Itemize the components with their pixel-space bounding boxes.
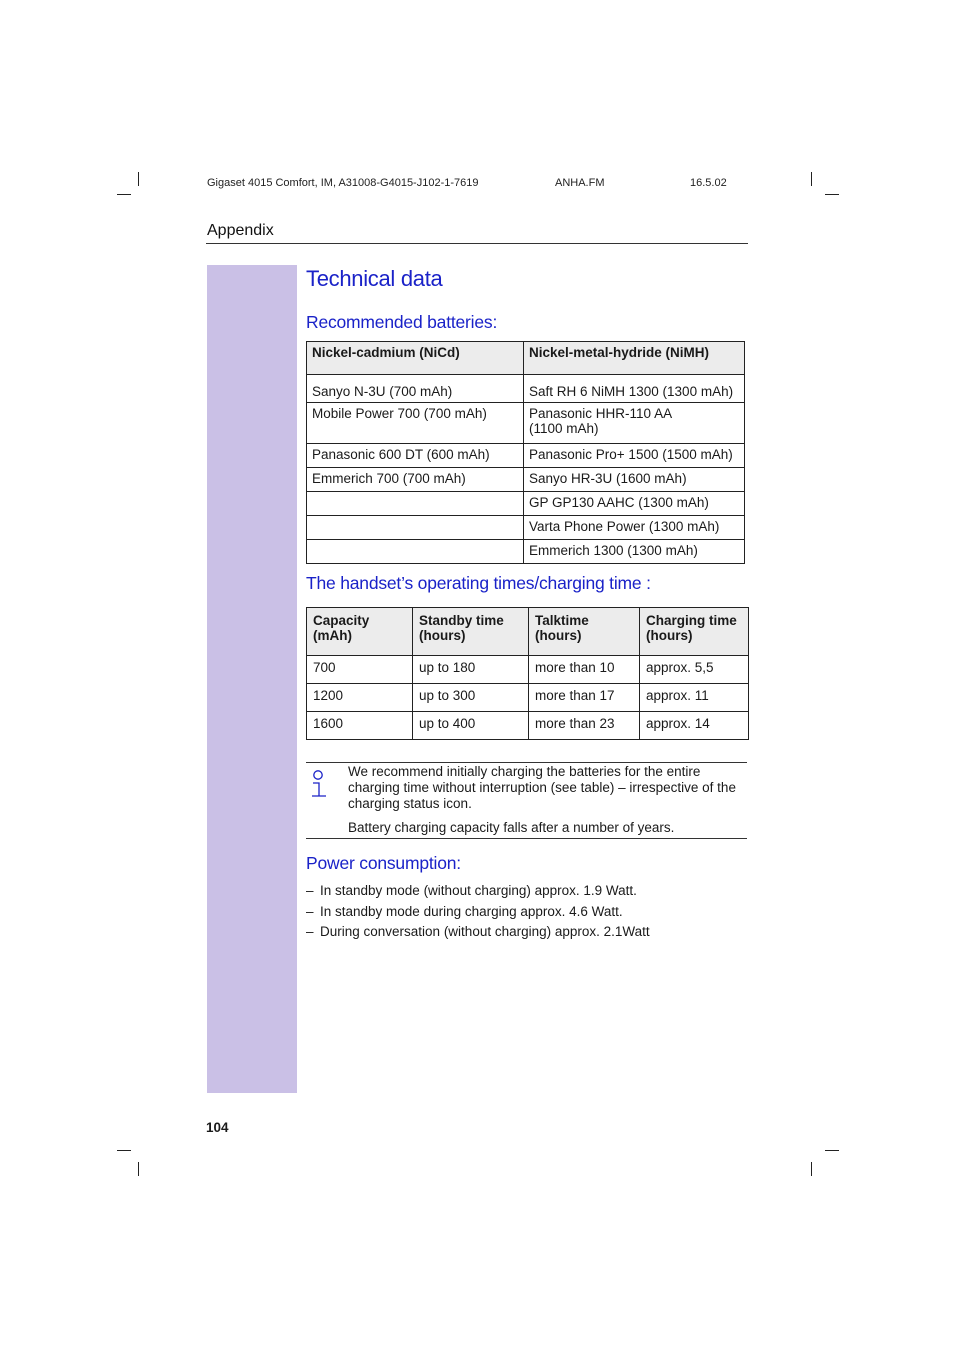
table-cell: Emmerich 1300 (1300 mAh)	[524, 540, 745, 564]
list-item-text: In standby mode during charging approx. 4.6 Watt.	[320, 904, 623, 919]
table-header-row	[307, 608, 749, 656]
header-doc-id: Gigaset 4015 Comfort, IM, A31008-G4015-J102-1-7619	[207, 177, 479, 189]
note-top-rule	[306, 762, 747, 763]
table-cell	[307, 516, 524, 540]
crop-mark	[138, 172, 139, 186]
operating-times-table	[306, 607, 749, 740]
table-row	[307, 684, 749, 712]
table-cell: more than 23	[529, 712, 640, 740]
page-title: Technical data	[306, 266, 443, 291]
table-cell: up to 400	[413, 712, 529, 740]
note-paragraph: Battery charging capacity falls after a number of years.	[348, 820, 675, 835]
margin-sidebar	[207, 265, 297, 1093]
section-divider	[206, 243, 748, 244]
crop-mark	[825, 1150, 839, 1151]
header-date: 16.5.02	[690, 177, 727, 189]
bullet-dash: –	[306, 883, 314, 898]
table-header-cell: Charging time (hours)	[640, 608, 749, 656]
table-cell: Panasonic Pro+ 1500 (1500 mAh)	[524, 444, 745, 468]
crop-mark	[811, 172, 812, 186]
header-file: ANHA.FM	[555, 177, 605, 189]
table-row	[307, 444, 745, 468]
table-row	[307, 492, 745, 516]
table-row	[307, 656, 749, 684]
crop-mark	[117, 194, 131, 195]
table-cell: 1200	[307, 684, 413, 712]
table-header-cell: Standby time (hours)	[413, 608, 529, 656]
table-cell: Saft RH 6 NiMH 1300 (1300 mAh)	[524, 375, 745, 403]
table-row	[307, 375, 745, 403]
list-item	[306, 904, 623, 919]
table-cell: more than 10	[529, 656, 640, 684]
table-header-row	[307, 342, 745, 375]
list-item	[306, 924, 650, 939]
power-heading: Power consumption:	[306, 853, 461, 873]
list-item-text: In standby mode (without charging) approx. 1.9 Watt.	[320, 883, 637, 898]
table-cell: Varta Phone Power (1300 mAh)	[524, 516, 745, 540]
table-cell: up to 300	[413, 684, 529, 712]
table-row	[307, 403, 745, 444]
table-row	[307, 540, 745, 564]
batteries-table	[306, 341, 745, 564]
crop-mark	[117, 1150, 131, 1151]
batteries-heading: Recommended batteries:	[306, 312, 498, 332]
table-cell: 1600	[307, 712, 413, 740]
table-cell: up to 180	[413, 656, 529, 684]
table-cell: more than 17	[529, 684, 640, 712]
crop-mark	[825, 194, 839, 195]
table-cell: approx. 14	[640, 712, 749, 740]
table-cell: Sanyo N-3U (700 mAh)	[307, 375, 524, 403]
table-cell: Mobile Power 700 (700 mAh)	[307, 403, 524, 444]
table-cell: Sanyo HR-3U (1600 mAh)	[524, 468, 745, 492]
table-header-cell: Talktime (hours)	[529, 608, 640, 656]
table-row	[307, 712, 749, 740]
table-cell: GP GP130 AAHC (1300 mAh)	[524, 492, 745, 516]
crop-mark	[811, 1162, 812, 1176]
note-bottom-rule	[306, 838, 747, 839]
info-icon	[309, 769, 329, 799]
table-cell	[307, 540, 524, 564]
table-cell: Panasonic HHR-110 AA (1100 mAh)	[524, 403, 745, 444]
list-item-text: During conversation (without charging) approx. 2.1Watt	[320, 924, 650, 939]
table-cell: 700	[307, 656, 413, 684]
note-paragraph: We recommend initially charging the batteries for the entire charging time without interruption (see table) – irrespective of the charging status icon.	[348, 764, 736, 811]
table-header-cell: Capacity (mAh)	[307, 608, 413, 656]
table-row	[307, 516, 745, 540]
list-item	[306, 883, 637, 898]
bullet-dash: –	[306, 904, 314, 919]
section-title: Appendix	[207, 222, 274, 239]
table-cell: Panasonic 600 DT (600 mAh)	[307, 444, 524, 468]
table-cell: approx. 5,5	[640, 656, 749, 684]
table-header-cell: Nickel-cadmium (NiCd)	[307, 342, 524, 375]
table-cell: approx. 11	[640, 684, 749, 712]
table-cell	[307, 492, 524, 516]
page-number: 104	[206, 1120, 229, 1135]
operating-heading: The handset’s operating times/charging time :	[306, 573, 651, 593]
crop-mark	[138, 1162, 139, 1176]
bullet-dash: –	[306, 924, 314, 939]
table-cell: Emmerich 700 (700 mAh)	[307, 468, 524, 492]
table-row	[307, 468, 745, 492]
table-header-cell: Nickel-metal-hydride (NiMH)	[524, 342, 745, 375]
